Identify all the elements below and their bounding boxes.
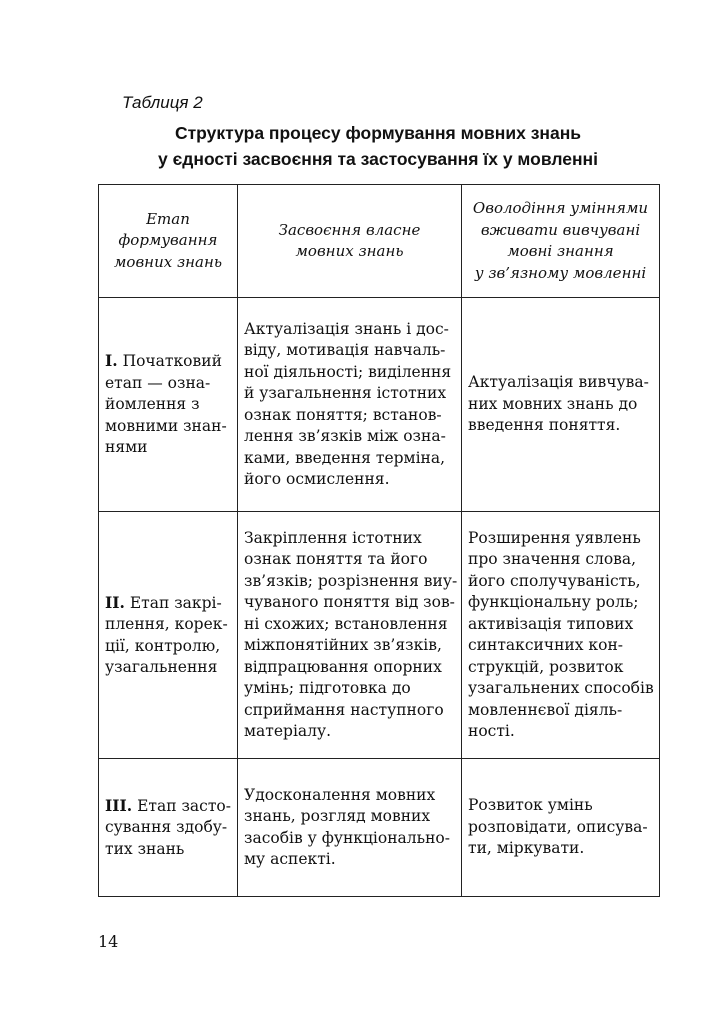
application-line: про значення слова, bbox=[468, 550, 637, 568]
acquisition-line: міжпонятійних зв’язків, bbox=[244, 636, 442, 654]
stage-cell bbox=[99, 298, 238, 512]
stage-first-line bbox=[105, 350, 231, 373]
stage-cell bbox=[99, 759, 238, 897]
application-line: них мовних знань до bbox=[468, 394, 638, 413]
structure-table bbox=[98, 184, 660, 897]
stage-number: I. bbox=[105, 351, 118, 371]
acquisition-line: знань, розгляд мовних bbox=[244, 807, 431, 825]
acquisition-line: його осмислення. bbox=[244, 470, 390, 488]
table-row-stage-1 bbox=[99, 298, 660, 512]
table-row-stage-2 bbox=[99, 512, 660, 759]
acquisition-cell bbox=[238, 759, 462, 897]
table-title-line-1: Структура процесу формування мовних знань bbox=[174, 123, 582, 143]
acquisition-line: Актуалізація знань і дос- bbox=[244, 319, 449, 338]
header-application-line: Оволодіння уміннями bbox=[472, 199, 649, 217]
acquisition-line: сприймання наступного bbox=[244, 700, 444, 719]
acquisition-line: му аспекті. bbox=[244, 850, 336, 868]
application-line: Актуалізація вивчува- bbox=[468, 373, 649, 392]
header-stage-line: формування bbox=[118, 231, 218, 250]
table-header-row bbox=[99, 185, 660, 298]
stage-line: плення, корек- bbox=[105, 615, 228, 633]
application-line: узагальнених способів bbox=[468, 679, 654, 697]
application-line: функціональну роль; bbox=[468, 593, 639, 611]
stage-line: сування здобу- bbox=[105, 818, 228, 837]
stage-line: узагальнення bbox=[105, 658, 218, 676]
acquisition-line: віду, мотивація навчаль- bbox=[244, 341, 446, 359]
application-line: розповідати, описува- bbox=[468, 817, 648, 836]
acquisition-line: ознак поняття та його bbox=[244, 550, 428, 568]
header-application bbox=[462, 185, 660, 298]
application-line: Розширення уявлень bbox=[468, 528, 641, 547]
application-line: синтаксичних кон- bbox=[468, 636, 624, 654]
stage-text: Етап закрі- bbox=[124, 593, 222, 612]
acquisition-cell bbox=[238, 512, 462, 759]
acquisition-line: матеріалу. bbox=[244, 722, 332, 740]
stage-line: ції, контролю, bbox=[105, 636, 221, 655]
stage-first-line bbox=[105, 592, 231, 615]
acquisition-line: ознак поняття; встанов- bbox=[244, 405, 442, 424]
stage-text: Етап засто- bbox=[132, 796, 231, 815]
header-application-line: у зв’язному мовленні bbox=[474, 263, 647, 282]
stage-line: нями bbox=[105, 438, 148, 457]
header-application-line: мовні знання bbox=[507, 242, 614, 260]
acquisition-line: лення зв’язків між озна- bbox=[244, 427, 446, 445]
application-line: ти, міркувати. bbox=[468, 839, 585, 858]
application-line: введення поняття. bbox=[468, 416, 621, 435]
stage-number: III. bbox=[105, 795, 133, 815]
stage-line: йомлення з bbox=[105, 395, 200, 414]
stage-line: мовними знан- bbox=[105, 416, 227, 435]
stage-cell bbox=[99, 512, 238, 759]
application-line: Розвиток умінь bbox=[468, 796, 593, 815]
acquisition-line: засобів у функціонально- bbox=[244, 828, 450, 847]
application-cell bbox=[462, 759, 660, 897]
application-line: струкцій, розвиток bbox=[468, 657, 624, 676]
stage-number: II. bbox=[105, 592, 125, 612]
application-cell bbox=[462, 512, 660, 759]
acquisition-line: чуваного поняття від зов- bbox=[244, 593, 455, 611]
stage-line: тих знань bbox=[105, 839, 185, 858]
application-line: ності. bbox=[468, 722, 515, 740]
application-line: його сполучуваність, bbox=[468, 571, 641, 590]
table-title bbox=[98, 120, 658, 172]
acquisition-line: зв’язків; розрізнення виу- bbox=[244, 571, 458, 590]
table-row-stage-3 bbox=[99, 759, 660, 897]
header-acquisition bbox=[238, 185, 462, 298]
application-cell bbox=[462, 298, 660, 512]
page-number: 14 bbox=[98, 932, 119, 951]
header-stage-line: Етап bbox=[146, 209, 190, 228]
stage-text: Початковий bbox=[117, 352, 222, 371]
acquisition-line: умінь; підготовка до bbox=[244, 679, 411, 697]
acquisition-line: Закріплення істотних bbox=[244, 528, 422, 547]
application-line: активізація типових bbox=[468, 614, 634, 633]
header-acquisition-line: мовних знань bbox=[295, 242, 404, 260]
acquisition-line: Удосконалення мовних bbox=[244, 785, 436, 804]
acquisition-line: й узагальнення істотних bbox=[244, 384, 447, 402]
header-acquisition-line: Засвоєння власне bbox=[278, 220, 421, 239]
header-stage bbox=[99, 185, 238, 298]
header-application-line: вживати вивчувані bbox=[480, 220, 641, 239]
stage-line: етап — озна- bbox=[105, 373, 211, 392]
stage-first-line bbox=[105, 795, 231, 818]
acquisition-line: ні схожих; встановлення bbox=[244, 614, 448, 633]
acquisition-line: відпрацювання опорних bbox=[244, 657, 442, 676]
acquisition-cell bbox=[238, 298, 462, 512]
acquisition-line: ної діяльності; виділення bbox=[244, 362, 452, 381]
acquisition-line: ками, введення терміна, bbox=[244, 448, 446, 467]
table-title-line-2: у єдності засвоєння та застосування їх у мовленні bbox=[158, 149, 598, 169]
table-label: Таблиця 2 bbox=[122, 93, 203, 112]
application-line: мовленнєвої діяль- bbox=[468, 700, 623, 719]
header-stage-line: мовних знань bbox=[113, 252, 223, 271]
